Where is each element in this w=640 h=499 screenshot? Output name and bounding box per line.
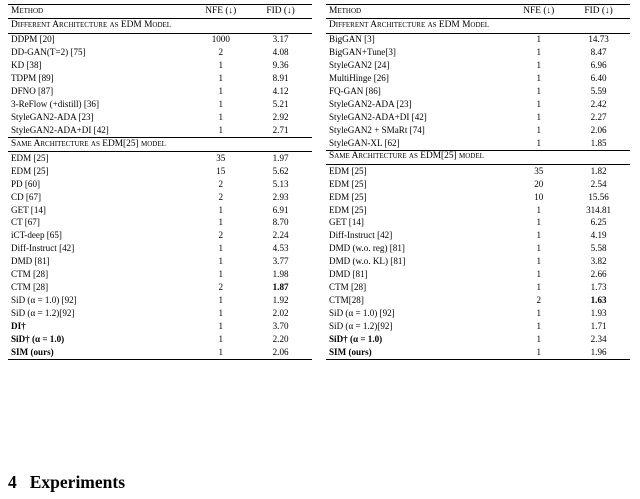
table-header-row [326,5,630,19]
cell-nfe: 1 [218,256,224,267]
table-row [8,268,312,281]
cell-fid: 1.96 [569,346,630,359]
column-header-nfe: NFE (↓) [190,5,251,19]
cell-fid: 2.27 [590,111,607,122]
cell-nfe: 1 [218,217,224,228]
table-row [326,124,630,137]
table-row [8,111,312,124]
results-table-right-wrapper [326,4,630,360]
cell-fid: 2.06 [251,346,312,359]
results-table-left [8,4,312,360]
table-section-title: Different Architecture as EDM Model [326,19,630,33]
cell-fid: 6.91 [272,204,289,215]
cell-nfe: 1 [536,307,542,318]
cell-nfe: 1 [218,294,224,305]
cell-fid: 6.25 [590,217,607,228]
column-header-fid: FID (↓) [569,5,630,19]
cell-fid: 4.19 [590,230,607,241]
cell-fid: 1.73 [590,282,607,293]
cell-nfe: 1 [218,60,224,71]
table-row [8,124,312,137]
cell-fid: 2.06 [590,124,607,135]
cell-method: DI† [11,320,26,331]
cell-method: StyleGAN2-ADA [23] [11,111,94,122]
cell-fid: 1.82 [590,165,607,176]
cell-nfe: 15 [216,165,226,176]
cell-nfe: 2 [218,178,224,189]
cell-method: CT [67] [11,217,40,228]
cell-nfe: 1 [536,333,542,344]
table-body-left [8,5,312,360]
cell-method: TDPM [89] [11,72,54,83]
cell-nfe: 1 [536,137,542,148]
section-number: 4 [8,472,17,492]
cell-nfe: 1 [536,243,542,254]
section-heading [8,472,125,493]
table-row [326,111,630,124]
table-row [8,85,312,98]
cell-fid: 2.71 [272,124,289,135]
table-section-title: Same Architecture as EDM[25] model [326,150,630,164]
table-row [8,59,312,72]
cell-method: BigGAN [3] [329,34,375,45]
cell-nfe: 2 [536,294,542,305]
table-row [8,333,312,346]
table-row [326,59,630,72]
table-header-row [8,5,312,19]
results-table-left-wrapper [8,4,312,360]
cell-fid: 3.77 [272,256,289,267]
cell-fid: 3.70 [272,320,289,331]
cell-method: CTM [28] [11,269,49,280]
table-row [8,217,312,230]
table-row [326,243,630,256]
cell-fid: 314.81 [586,204,612,215]
cell-fid: 2.42 [590,98,607,109]
cell-nfe: 1 [218,269,224,280]
cell-fid: 1.92 [272,294,289,305]
cell-method: EDM [25] [11,165,49,176]
section-title: Experiments [29,472,126,492]
cell-fid: 1.97 [272,152,289,163]
cell-nfe: 1 [536,256,542,267]
cell-nfe: 2 [218,191,224,202]
column-header-method: Method [8,5,190,19]
table-section-title-row [8,137,312,151]
cell-nfe: 1 [218,333,224,344]
cell-method: EDM [25] [329,204,367,215]
table-row [326,256,630,269]
table-row [8,152,312,165]
table-row [326,137,630,150]
cell-fid: 5.59 [590,85,607,96]
table-section-title: Same Architecture as EDM[25] model [8,137,312,151]
cell-nfe: 1 [536,72,542,83]
cell-fid: 2.54 [590,178,607,189]
cell-fid: 1.98 [272,269,289,280]
cell-nfe: 1 [218,72,224,83]
cell-nfe: 1 [508,346,569,359]
table-section-title-row [326,150,630,164]
cell-fid: 4.12 [272,85,289,96]
table-row [8,204,312,217]
cell-fid: 4.08 [272,47,289,58]
cell-nfe: 1 [536,34,542,45]
cell-nfe: 1 [536,111,542,122]
cell-nfe: 1 [536,98,542,109]
table-row [326,33,630,46]
cell-method: CTM [28] [329,282,367,293]
table-section-title: Different Architecture as EDM Model [8,19,312,33]
cell-method: 3-ReFlow (+distill) [36] [11,98,99,109]
cell-method: DFNO [87] [11,85,54,96]
cell-fid: 8.47 [590,47,607,58]
cell-fid: 4.53 [272,243,289,254]
cell-method: StyleGAN2-ADA+DI [42] [11,124,109,135]
cell-fid: 15.56 [588,191,609,202]
table-row [326,307,630,320]
cell-fid: 1.93 [590,307,607,318]
table-row [326,72,630,85]
cell-method: DMD (w.o. KL) [81] [329,256,406,267]
cell-nfe: 1 [536,124,542,135]
cell-method: GET [14] [329,217,364,228]
cell-nfe: 1 [536,282,542,293]
cell-method: CD [67] [11,191,42,202]
cell-method: SiD (α = 1.0) [92] [329,307,395,318]
cell-nfe: 1 [218,243,224,254]
table-row [8,191,312,204]
cell-nfe: 20 [534,178,544,189]
cell-nfe: 1 [190,346,251,359]
table-row [8,165,312,178]
cell-nfe: 1 [218,85,224,96]
cell-fid: 1.71 [590,320,607,331]
table-row [326,320,630,333]
cell-method: CTM [28] [11,282,49,293]
cell-nfe: 1 [536,230,542,241]
cell-method: StyleGAN2 [24] [329,60,390,71]
cell-method: StyleGAN2-ADA [23] [329,98,412,109]
cell-fid: 1.87 [272,282,289,293]
cell-nfe: 1 [536,204,542,215]
table-row [326,230,630,243]
cell-fid: 1.85 [590,137,607,148]
cell-nfe: 1 [536,47,542,58]
cell-method: SIM (ours) [8,346,190,359]
cell-nfe: 35 [216,152,226,163]
cell-method: PD [60] [11,178,41,189]
cell-method: EDM [25] [329,178,367,189]
cell-method: StyleGAN2-ADA+DI [42] [329,111,427,122]
table-row [8,307,312,320]
table-row [8,294,312,307]
cell-fid: 5.62 [272,165,289,176]
cell-nfe: 1 [536,269,542,280]
cell-nfe: 2 [218,282,224,293]
cell-fid: 5.13 [272,178,289,189]
cell-method: DMD [81] [11,256,50,267]
results-table-right [326,4,630,360]
cell-fid: 3.17 [272,34,289,45]
cell-method: CTM[28] [329,294,364,305]
table-row [8,281,312,294]
table-body-right [326,5,630,360]
cell-nfe: 2 [218,47,224,58]
table-row [8,46,312,59]
cell-method: SiD† (α = 1.0) [329,333,383,344]
table-row [8,320,312,333]
cell-nfe: 1 [218,320,224,331]
cell-fid: 5.58 [590,243,607,254]
cell-nfe: 1 [218,111,224,122]
table-row [326,217,630,230]
cell-nfe: 1 [536,320,542,331]
table-row [8,243,312,256]
cell-fid: 2.20 [272,333,289,344]
table-row [8,256,312,269]
cell-method: StyleGAN-XL [62] [329,137,400,148]
table-row [326,281,630,294]
table-row [326,268,630,281]
column-header-fid: FID (↓) [251,5,312,19]
cell-nfe: 1000 [211,34,230,45]
cell-method: GET [14] [11,204,46,215]
cell-method: EDM [25] [11,152,49,163]
cell-fid: 1.63 [590,294,607,305]
cell-method: DMD (w.o. reg) [81] [329,243,405,254]
cell-method: MultiHinge [26] [329,72,389,83]
cell-nfe: 1 [218,204,224,215]
table-row [8,346,312,359]
table-section-title-row [8,19,312,33]
table-row [326,191,630,204]
cell-method: DDPM [20] [11,34,55,45]
table-row [326,294,630,307]
cell-nfe: 1 [218,98,224,109]
column-header-nfe: NFE (↓) [508,5,569,19]
cell-nfe: 1 [536,217,542,228]
cell-fid: 2.66 [590,269,607,280]
table-row [326,85,630,98]
cell-method: Diff-Instruct [42] [11,243,75,254]
cell-method: iCT-deep [65] [11,230,62,241]
cell-method: DMD [81] [329,269,368,280]
table-row [326,204,630,217]
cell-method: DD-GAN(T=2) [75] [11,47,86,58]
cell-fid: 8.70 [272,217,289,228]
cell-fid: 6.40 [590,72,607,83]
cell-method: SiD (α = 1.2)[92] [11,307,75,318]
table-row [8,33,312,46]
cell-method: KD [38] [11,60,42,71]
cell-fid: 2.92 [272,111,289,122]
cell-method: StyleGAN2 + SMaRt [74] [329,124,425,135]
cell-fid: 2.34 [590,333,607,344]
table-row [326,98,630,111]
cell-nfe: 10 [534,191,544,202]
table-row [326,46,630,59]
cell-fid: 2.24 [272,230,289,241]
cell-fid: 2.93 [272,191,289,202]
table-row [8,230,312,243]
table-row [8,98,312,111]
cell-nfe: 1 [536,60,542,71]
cell-method: SIM (ours) [326,346,508,359]
cell-fid: 3.82 [590,256,607,267]
cell-nfe: 2 [218,230,224,241]
cell-fid: 5.21 [272,98,289,109]
table-row [8,178,312,191]
cell-nfe: 35 [534,165,544,176]
cell-fid: 9.36 [272,60,289,71]
cell-method: EDM [25] [329,191,367,202]
cell-method: FQ-GAN [86] [329,85,381,96]
cell-method: BigGAN+Tune[3] [329,47,396,58]
cell-nfe: 1 [218,124,224,135]
table-section-title-row [326,19,630,33]
table-row [326,333,630,346]
table-row [8,72,312,85]
column-header-method: Method [326,5,508,19]
cell-fid: 6.96 [590,60,607,71]
cell-method: EDM [25] [329,165,367,176]
cell-method: Diff-Instruct [42] [329,230,393,241]
cell-method: SiD (α = 1.2)[92] [329,320,393,331]
cell-fid: 8.91 [272,72,289,83]
cell-fid: 14.73 [588,34,609,45]
table-row [326,346,630,359]
table-row [326,178,630,191]
cell-nfe: 1 [218,307,224,318]
cell-method: SiD (α = 1.0) [92] [11,294,77,305]
table-row [326,165,630,178]
cell-fid: 2.02 [272,307,289,318]
cell-nfe: 1 [536,85,542,96]
cell-method: SiD† (α = 1.0) [11,333,65,344]
